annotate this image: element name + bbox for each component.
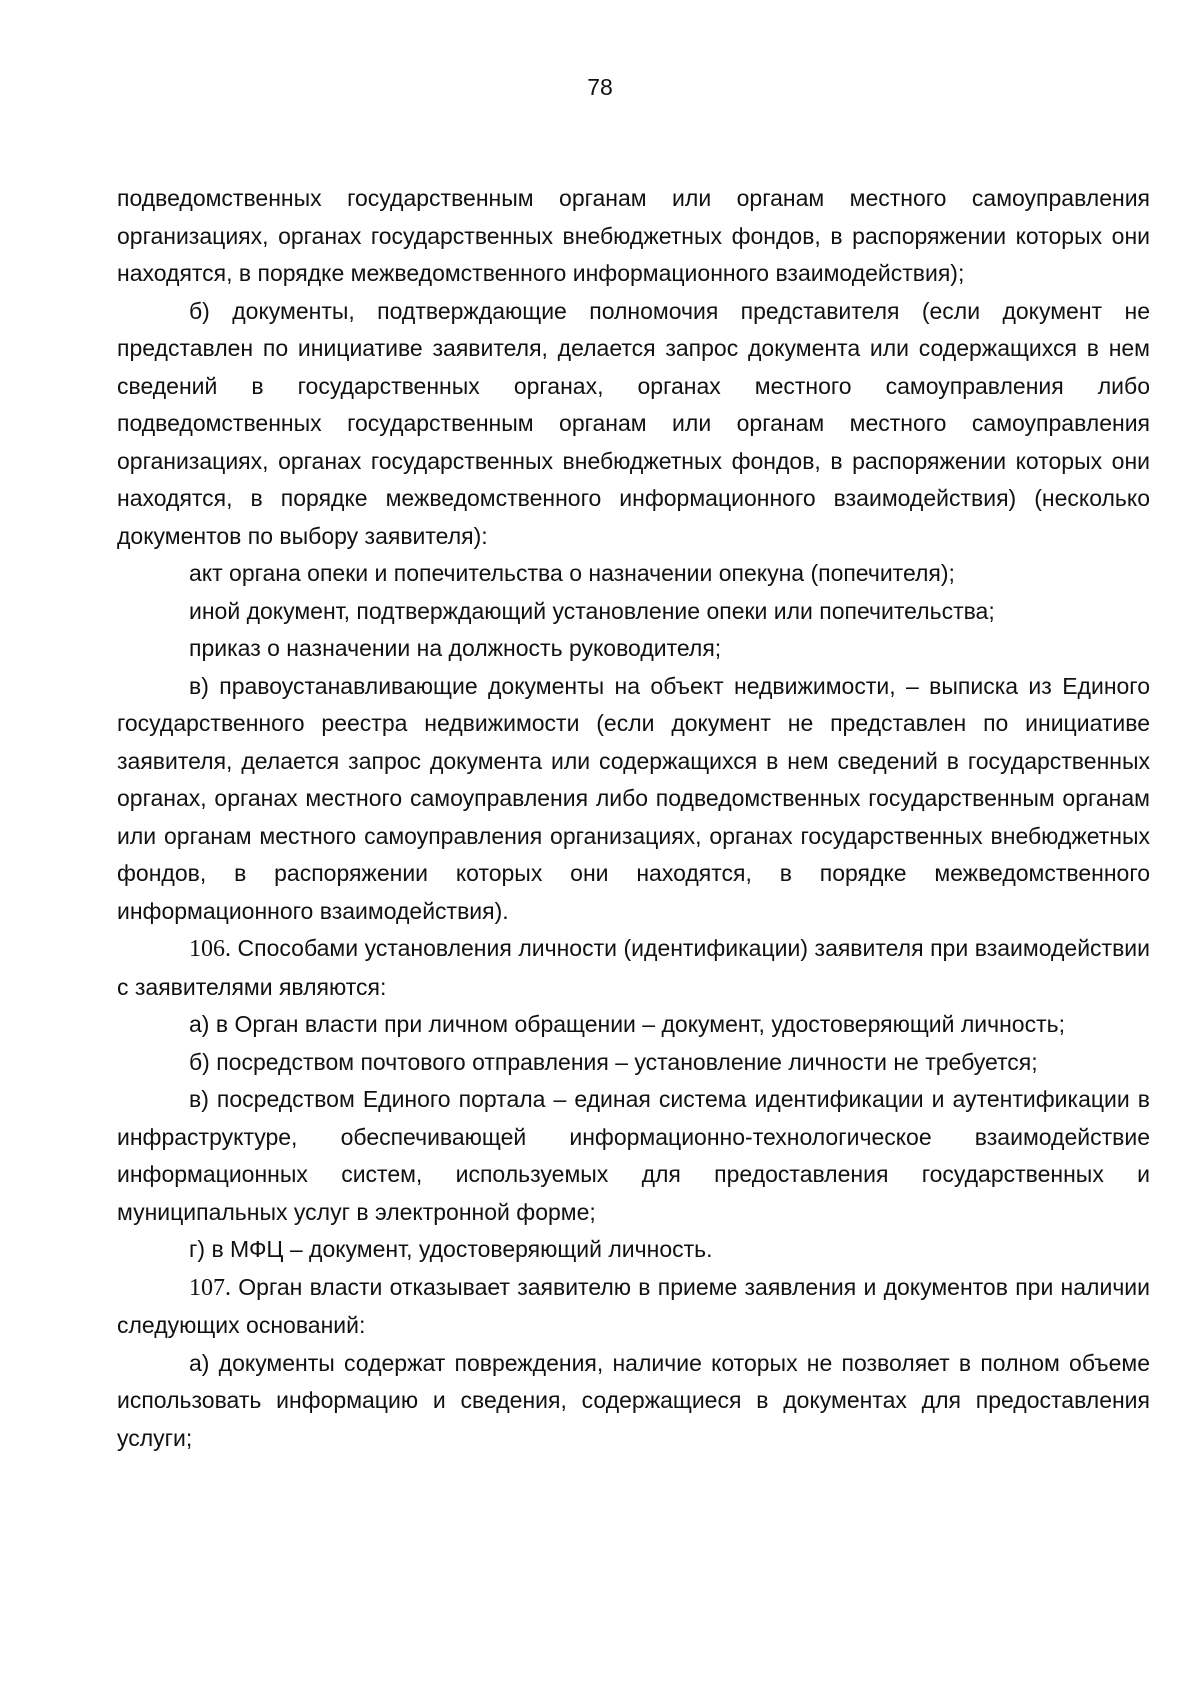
section-number: 107.: [189, 1274, 231, 1301]
section-paragraph-106: [117, 930, 1150, 1006]
section-number: 106.: [189, 936, 231, 962]
paragraph: в) правоустанавливающие документы на объект недвижимости, – выписка из Единого государственного реестра недвижимости (если документ не представлен по инициативе заявителя, делается запрос документа или содержащихся в нем сведений в государственных органах, органах местного самоуправления либо подведомственных государственным органам или органам местного самоуправления организациях, органах государственных внебюджетных фондов, в распоряжении которых они находятся, в порядке межведомственного информационного взаимодействия).: [117, 672, 1150, 924]
paragraph: а) документы содержат повреждения, наличие которых не позволяет в полном объеме использовать информацию и сведения, содержащиеся в документах для предоставления услуги;: [117, 1349, 1150, 1451]
section-paragraph-107: [117, 1269, 1150, 1345]
paragraph: г) в МФЦ – документ, удостоверяющий личность.: [189, 1236, 713, 1262]
paragraph: подведомственных государственным органам или органам местного самоуправления организациях, органах государственных внебюджетных фондов, в распоряжении которых они находятся, в порядке межведомственного информационного взаимодействия);: [117, 185, 1150, 286]
paragraph: б) посредством почтового отправления – установление личности не требуется;: [189, 1048, 1038, 1075]
section-text: Способами установления личности (идентификации) заявителя при взаимодействии с заявителями являются:: [117, 935, 1150, 1000]
section-text: Орган власти отказывает заявителю в приеме заявления и документов при наличии следующих оснований:: [117, 1273, 1150, 1338]
page-number: 78: [587, 74, 613, 100]
paragraph: в) посредством Единого портала – единая система идентификации и аутентификации в инфраструктуре, обеспечивающей информационно-технологическое взаимодействие информационных систем, используемых для предоставления государственных и муниципальных услуг в электронной форме;: [117, 1086, 1150, 1225]
document-body: [117, 180, 1150, 1457]
paragraph: б) документы, подтверждающие полномочия представителя (если документ не представлен по инициативе заявителя, делается запрос документа или содержащихся в нем сведений в государственных органах, органах местного самоуправления либо подведомственных государственным органам или органам местного самоуправления организациях, органах государственных внебюджетных фондов, в распоряжении которых они находятся, в порядке межведомственного информационного взаимодействия) (несколько документов по выбору заявителя):: [117, 297, 1150, 549]
list-item: иной документ, подтверждающий установление опеки или попечительства;: [189, 597, 995, 624]
paragraph: а) в Орган власти при личном обращении – документ, удостоверяющий личность;: [189, 1011, 1065, 1037]
list-item: акт органа опеки и попечительства о назначении опекуна (попечителя);: [189, 560, 955, 586]
list-item: приказ о назначении на должность руководителя;: [189, 635, 722, 661]
